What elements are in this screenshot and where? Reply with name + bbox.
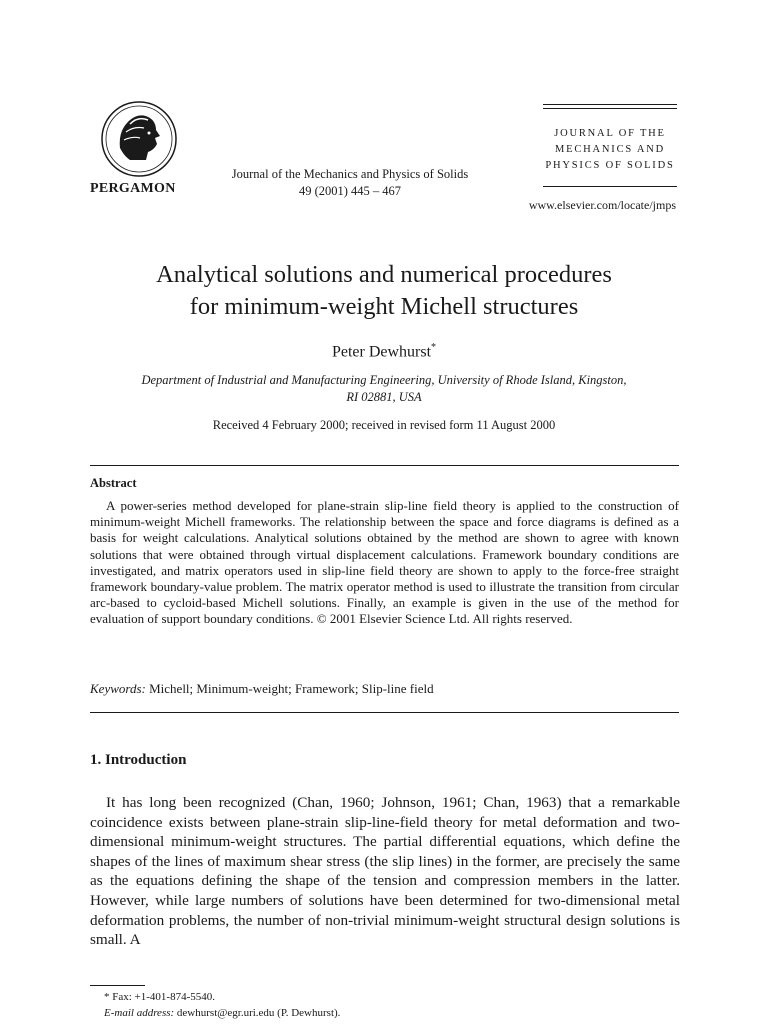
footnote-fax: * Fax: +1-401-874-5540. [104, 991, 215, 1003]
footnote [104, 989, 340, 1021]
author-name [200, 342, 568, 361]
affiliation-line: RI 02881, USA [346, 390, 422, 404]
footnote-rule [90, 985, 145, 986]
abstract-bottom-rule [90, 712, 679, 713]
logo-top-rule [543, 104, 677, 105]
footnote-email [104, 1005, 340, 1021]
author-footnote-mark: * [431, 342, 437, 353]
author-affiliation [100, 372, 668, 406]
abstract-top-rule [90, 465, 679, 466]
article-title [60, 259, 708, 323]
title-line: for minimum-weight Michell structures [189, 293, 579, 320]
title-line: Analytical solutions and numerical procedures [156, 261, 612, 288]
journal-citation [200, 166, 500, 200]
keywords-list: Michell; Minimum-weight; Framework; Slip-line field [149, 681, 434, 696]
keywords-label: Keywords: [90, 681, 146, 696]
logo-bottom-rule [543, 186, 677, 187]
email-label: E-mail address: [104, 1007, 175, 1019]
journal-url-link[interactable]: www.elsevier.com/locate/jmps [528, 198, 676, 212]
abstract-body: A power-series method developed for plane-strain slip-line field theory is applied to the construction of minimum-weight Michell frameworks. The relationship between the space and force diagrams is defined as a basis for weight calculations. Analytical solutions obtained by the method are shown to agree with known solutions that were obtained through virtual displacement calculations. Framework boundary conditions are investigated, and matrix operators used in slip-line field theory are shown to apply to the force-free straight framework boundary-value problem. The matrix operator method is used to illustrate the transition from circular arc-based to cycloid-based Michell solutions. Finally, an example is given in the use of the method for evaluation of support boundary conditions. © 2001 Elsevier Science Ltd. All rights reserved. [90, 498, 679, 627]
journal-logo-text [543, 126, 677, 174]
logo-second-rule [543, 108, 677, 109]
abstract-heading: Abstract [90, 476, 137, 490]
publisher-name: PERGAMON [90, 181, 176, 196]
journal-volume-pages: 49 (2001) 445 – 467 [298, 184, 402, 198]
affiliation-line: Department of Industrial and Manufacturing Engineering, University of Rhode Island, Kingston, [141, 373, 627, 387]
journal-logo-line: MECHANICS AND [554, 144, 666, 155]
pergamon-athena-logo-icon [100, 100, 178, 178]
section-body: It has long been recognized (Chan, 1960; Johnson, 1961; Chan, 1963) that a remarkable coincidence exists between plane-strain slip-line-field theory for metal deformation and two-dimensional minimum-weight structures. The partial differential equations, which define the shapes of the lines of maximum shear stress (the slip lines) in the former, are precisely the same as the equations defining the shape of the tension and compression members in the latter. However, while large numbers of solutions have been determined for two-dimensional metal deformation problems, the number of non-trivial minimum-weight structural design solutions is small. A [90, 794, 680, 949]
journal-logo-line: JOURNAL OF THE [554, 128, 666, 139]
keywords [90, 681, 679, 697]
email-address[interactable]: dewhurst@egr.uri.edu (P. Dewhurst). [176, 1007, 341, 1019]
received-dates: Received 4 February 2000; received in revised form 11 August 2000 [212, 418, 556, 432]
journal-logo-line: PHYSICS OF SOLIDS [545, 160, 675, 171]
author-text: Peter Dewhurst [331, 343, 432, 361]
journal-name: Journal of the Mechanics and Physics of Solids [231, 167, 469, 181]
section-heading: 1. Introduction [90, 752, 187, 768]
journal-logo-block [543, 104, 677, 190]
